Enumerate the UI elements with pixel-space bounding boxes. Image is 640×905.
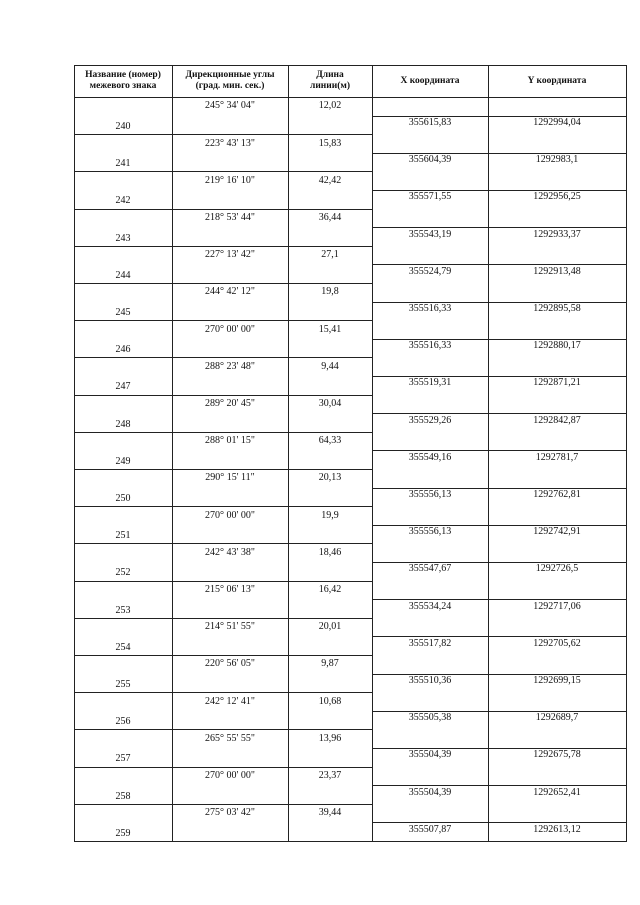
point-y: 1292983,1	[535, 154, 579, 166]
point-x: 355534,24	[408, 600, 452, 612]
point-y: 1292652,41	[533, 786, 581, 798]
row-rule	[74, 618, 372, 619]
point-y: 1292717,06	[533, 600, 581, 612]
point-y: 1292871,21	[533, 377, 581, 389]
point-name: 252	[115, 567, 131, 579]
segment-angle: 289° 20' 45"	[205, 397, 255, 409]
point-x: 355571,55	[408, 191, 452, 203]
row-rule	[74, 134, 372, 135]
segment-angle: 245° 34' 04"	[205, 100, 255, 112]
segment-length: 9,44	[321, 360, 339, 372]
segment-angle: 244° 42' 12"	[205, 286, 255, 298]
point-y: 1292994,04	[533, 116, 581, 128]
row-rule	[74, 395, 372, 396]
row-rule	[74, 767, 372, 768]
point-name: 249	[115, 455, 131, 467]
point-name: 246	[115, 344, 131, 356]
segment-length: 42,42	[318, 174, 342, 186]
point-name: 258	[115, 790, 131, 802]
point-name: 253	[115, 604, 131, 616]
point-name: 241	[115, 158, 131, 170]
segment-angle: 214° 51' 55"	[205, 621, 255, 633]
segment-length: 9,87	[321, 658, 339, 670]
point-y: 1292699,15	[533, 674, 581, 686]
point-x: 355543,19	[408, 228, 452, 240]
point-y: 1292742,91	[533, 526, 581, 538]
segment-length: 13,96	[318, 732, 342, 744]
point-y: 1292675,78	[533, 749, 581, 761]
table-border-top	[74, 65, 626, 66]
point-name: 255	[115, 678, 131, 690]
point-x: 355556,13	[408, 488, 452, 500]
point-name: 245	[115, 306, 131, 318]
row-rule	[74, 506, 372, 507]
header-x: X координата	[400, 75, 460, 86]
segment-length: 19,9	[321, 509, 339, 521]
row-rule	[74, 581, 372, 582]
row-rule	[74, 320, 372, 321]
segment-length: 10,68	[318, 695, 342, 707]
point-x: 355504,39	[408, 786, 452, 798]
point-y: 1292781,7	[535, 451, 579, 463]
point-x: 355604,39	[408, 154, 452, 166]
point-x: 355549,16	[408, 451, 452, 463]
table-border-bottom	[74, 841, 626, 842]
point-y: 1292689,7	[535, 712, 579, 724]
row-rule	[74, 469, 372, 470]
segment-angle: 288° 01' 15"	[205, 435, 255, 447]
point-name: 250	[115, 492, 131, 504]
point-name: 244	[115, 269, 131, 281]
header-y: Y координата	[527, 75, 587, 86]
point-y: 1292956,25	[533, 191, 581, 203]
point-name: 247	[115, 381, 131, 393]
segment-angle: 219° 16' 10"	[205, 174, 255, 186]
coordinates-table	[74, 65, 626, 842]
point-name: 242	[115, 195, 131, 207]
point-x: 355556,13	[408, 526, 452, 538]
point-name: 257	[115, 753, 131, 765]
point-name: 240	[115, 120, 131, 132]
point-y: 1292933,37	[533, 228, 581, 240]
segment-angle: 242° 43' 38"	[205, 546, 255, 558]
point-x: 355510,36	[408, 674, 452, 686]
segment-angle: 218° 53' 44"	[205, 211, 255, 223]
row-rule	[74, 543, 372, 544]
segment-length: 23,37	[318, 769, 342, 781]
segment-length: 64,33	[318, 435, 342, 447]
point-y: 1292842,87	[533, 414, 581, 426]
segment-length: 20,01	[318, 621, 342, 633]
segment-angle: 223° 43' 13"	[205, 137, 255, 149]
segment-angle: 227° 13' 42"	[205, 249, 255, 261]
segment-length: 30,04	[318, 397, 342, 409]
row-rule	[74, 729, 372, 730]
point-y: 1292705,62	[533, 637, 581, 649]
point-y: 1292613,12	[533, 823, 581, 835]
segment-length: 27,1	[321, 249, 339, 261]
point-y: 1292762,81	[533, 488, 581, 500]
point-x: 355516,33	[408, 302, 452, 314]
point-x: 355615,83	[408, 116, 452, 128]
point-x: 355547,67	[408, 563, 452, 575]
segment-length: 16,42	[318, 583, 342, 595]
row-rule	[74, 804, 372, 805]
segment-angle: 290° 15' 11"	[205, 472, 255, 484]
point-name: 251	[115, 530, 131, 542]
row-rule	[74, 692, 372, 693]
point-x: 355505,38	[408, 712, 452, 724]
point-name: 243	[115, 232, 131, 244]
segment-length: 12,02	[318, 100, 342, 112]
segment-angle: 265° 55' 55"	[205, 732, 255, 744]
header-name: Название (номер) межевого знака	[85, 70, 161, 91]
segment-angle: 215° 06' 13"	[205, 583, 255, 595]
segment-length: 18,46	[318, 546, 342, 558]
point-name: 259	[115, 827, 131, 839]
header-rule	[74, 97, 626, 98]
row-rule	[74, 655, 372, 656]
row-rule	[74, 209, 372, 210]
point-name: 248	[115, 418, 131, 430]
header-angle: Дирекционные углы (град. мин. сек.)	[185, 70, 275, 91]
segment-length: 15,41	[318, 323, 342, 335]
segment-angle: 270° 00' 00"	[205, 509, 255, 521]
segment-angle: 242° 12' 41"	[205, 695, 255, 707]
row-rule	[74, 246, 372, 247]
point-x: 355524,79	[408, 265, 452, 277]
segment-angle: 270° 00' 00"	[205, 323, 255, 335]
row-rule	[74, 171, 372, 172]
point-y: 1292726,5	[535, 563, 579, 575]
point-x: 355516,33	[408, 340, 452, 352]
segment-angle: 220° 56' 05"	[205, 658, 255, 670]
column-rule	[626, 65, 627, 842]
point-x: 355504,39	[408, 749, 452, 761]
segment-length: 20,13	[318, 472, 342, 484]
point-x: 355517,82	[408, 637, 452, 649]
point-x: 355519,31	[408, 377, 452, 389]
header-length: Длина линии(м)	[309, 70, 351, 91]
segment-length: 19,8	[321, 286, 339, 298]
row-rule	[74, 357, 372, 358]
point-y: 1292895,58	[533, 302, 581, 314]
point-y: 1292913,48	[533, 265, 581, 277]
segment-length: 39,44	[318, 807, 342, 819]
segment-angle: 275° 03' 42"	[205, 807, 255, 819]
point-name: 254	[115, 641, 131, 653]
point-x: 355507,87	[408, 823, 452, 835]
row-rule	[74, 283, 372, 284]
point-y: 1292880,17	[533, 340, 581, 352]
point-name: 256	[115, 716, 131, 728]
segment-angle: 288° 23' 48"	[205, 360, 255, 372]
segment-angle: 270° 00' 00"	[205, 769, 255, 781]
segment-length: 15,83	[318, 137, 342, 149]
row-rule	[74, 432, 372, 433]
segment-length: 36,44	[318, 211, 342, 223]
point-x: 355529,26	[408, 414, 452, 426]
